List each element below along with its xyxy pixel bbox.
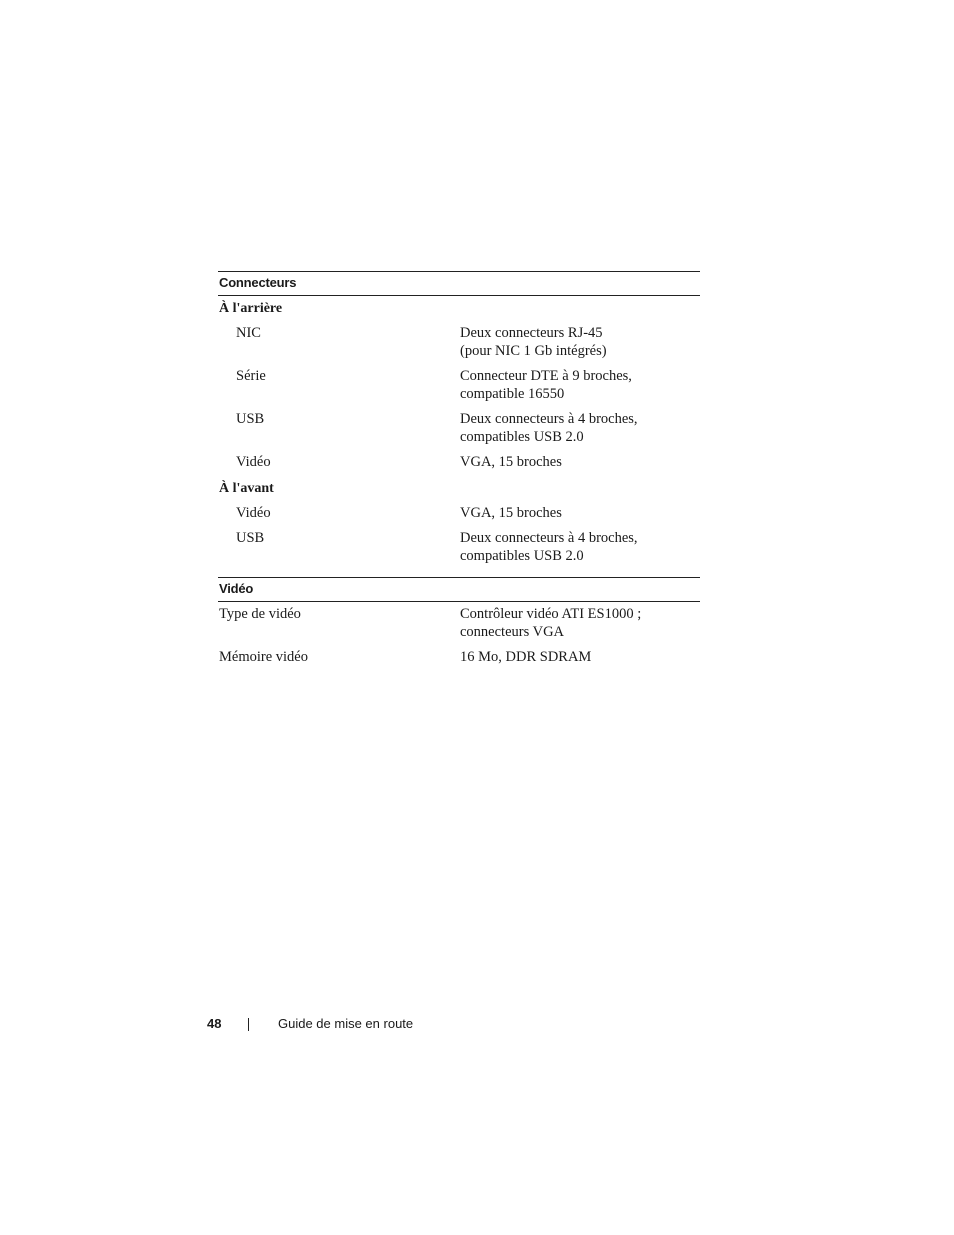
spec-value	[460, 649, 700, 667]
spec-label: Mémoire vidéo	[219, 649, 308, 665]
section-video	[218, 577, 700, 671]
spec-value-line: (pour NIC 1 Gb intégrés)	[460, 342, 607, 359]
spec-value-line: compatibles USB 2.0	[460, 547, 584, 564]
section-title: Connecteurs	[218, 272, 700, 296]
section-title: Vidéo	[218, 578, 700, 602]
spec-label: USB	[236, 411, 265, 427]
spec-value-line: compatible 16550	[460, 385, 565, 402]
spec-value	[460, 368, 700, 403]
specifications-table	[218, 271, 700, 671]
spec-row-video-front	[218, 501, 700, 527]
spec-label: NIC	[236, 325, 261, 341]
spec-value-line: Connecteur DTE à 9 broches,	[460, 368, 632, 384]
spec-value-line: VGA, 15 broches	[460, 454, 562, 470]
spec-row-video-type	[218, 602, 700, 645]
spec-label: USB	[236, 530, 265, 546]
spec-value-line: 16 Mo, DDR SDRAM	[460, 649, 592, 665]
spec-value	[460, 411, 700, 446]
footer-separator	[248, 1018, 249, 1031]
spec-label: Vidéo	[236, 454, 271, 470]
spec-row-serie	[218, 364, 700, 407]
spec-value-line: Deux connecteurs RJ-45	[460, 325, 603, 341]
spec-value-line: connecteurs VGA	[460, 623, 565, 640]
spec-value-line: compatibles USB 2.0	[460, 428, 584, 445]
spec-row-video-rear	[218, 450, 700, 476]
footer-title: Guide de mise en route	[278, 1016, 414, 1031]
spec-value	[460, 454, 700, 472]
spec-label: Type de vidéo	[219, 606, 301, 622]
spec-value	[460, 530, 700, 565]
spec-row-usb-front	[218, 526, 700, 569]
group-title-front: À l'avant	[219, 480, 274, 496]
spec-value	[460, 606, 700, 641]
spec-row-video-memory	[218, 645, 700, 671]
spec-row-usb-rear	[218, 407, 700, 450]
spec-label: Série	[236, 368, 266, 384]
spec-value-line: VGA, 15 broches	[460, 504, 562, 521]
section-connecteurs	[218, 271, 700, 569]
spec-value-line: Contrôleur vidéo ATI ES1000 ;	[460, 606, 642, 622]
spec-value	[460, 505, 700, 523]
page-number: 48	[207, 1016, 222, 1031]
group-title-rear: À l'arrière	[219, 301, 283, 316]
spec-row-nic	[218, 321, 700, 364]
spec-value-line: Deux connecteurs à 4 broches,	[460, 411, 638, 427]
spec-value-line: Deux connecteurs à 4 broches,	[460, 530, 638, 546]
spec-value	[460, 325, 700, 360]
spec-label: Vidéo	[236, 504, 271, 521]
